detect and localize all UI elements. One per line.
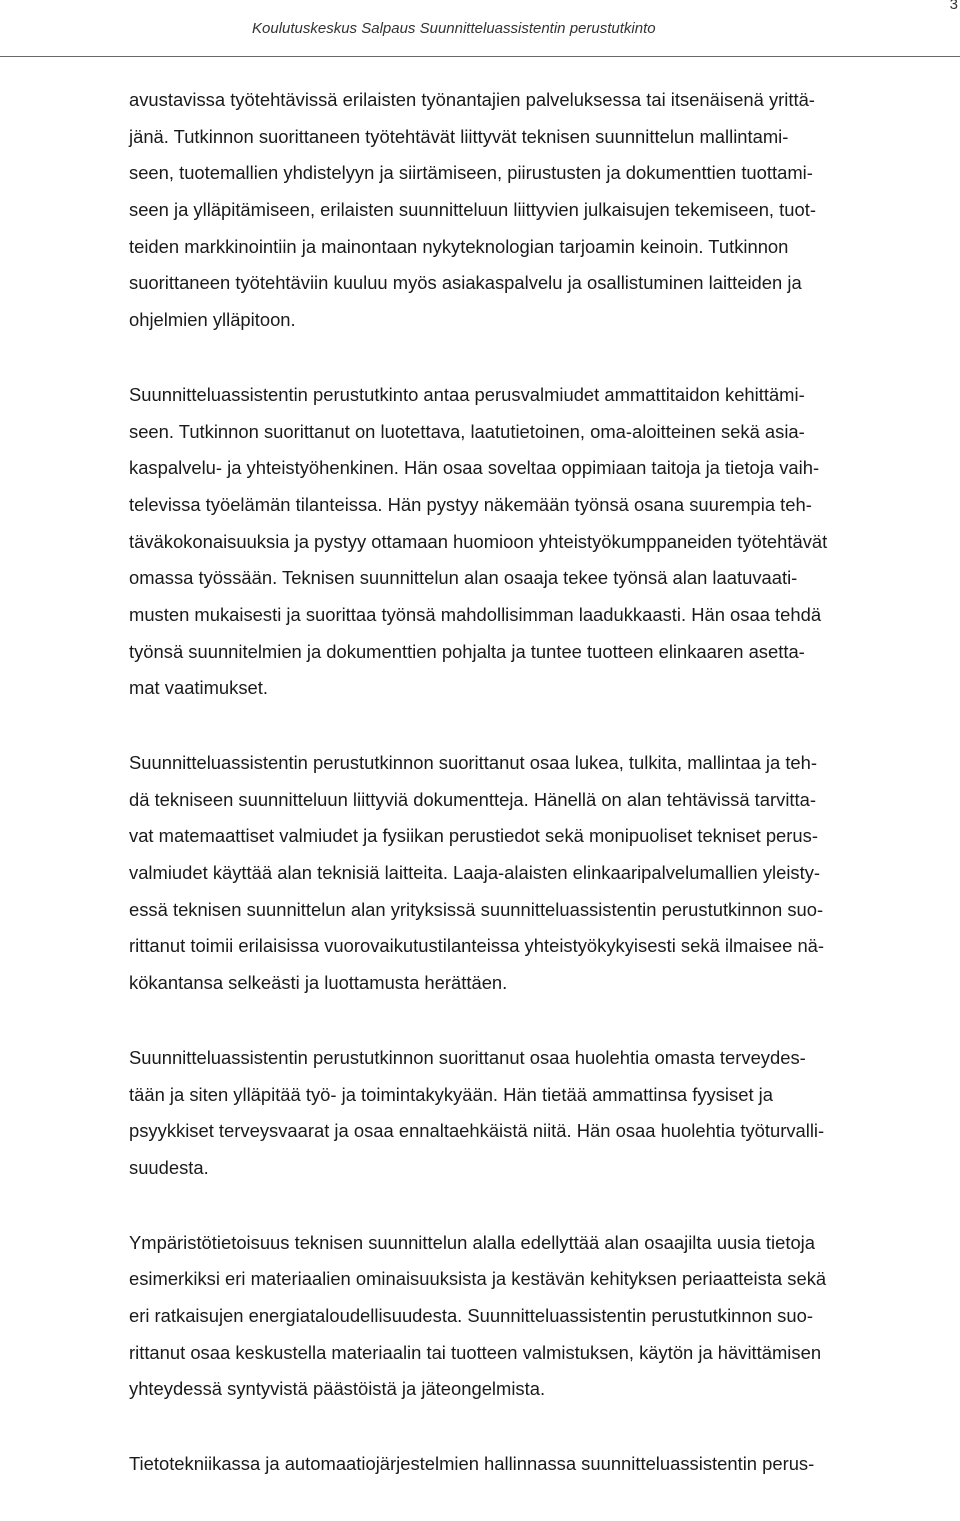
page-number: 3: [949, 0, 958, 13]
text-line: Suunnitteluassistentin perustutkinnon suorittanut osaa lukea, tulkita, mallintaa ja teh-: [129, 752, 818, 773]
text-line: kaspalvelu- ja yhteistyöhenkinen. Hän osaa soveltaa oppimiaan taitoja ja tietoja vaih-: [129, 457, 820, 479]
text-line: Suunnitteluassistentin perustutkinto antaa perusvalmiudet ammattitaidon kehittämi-: [129, 383, 805, 405]
text-line: seen ja ylläpitämiseen, erilaisten suunnitteluun liittyvien julkaisujen tekemiseen, tuot-: [129, 199, 816, 221]
running-header-title: Koulutuskeskus Salpaus Suunnitteluassistentin perustutkinto: [252, 20, 656, 37]
header-divider: [0, 56, 960, 57]
text-line: teiden markkinointiin ja mainontaan nykyteknologian tarjoamin keinoin. Tutkinnon: [129, 235, 789, 257]
text-line: jänä. Tutkinnon suorittaneen työtehtävät liittyvät teknisen suunnittelun mallintami-: [129, 125, 789, 147]
paragraph: [129, 1225, 959, 1408]
paragraph: [129, 377, 959, 707]
text-line: seen. Tutkinnon suorittanut on luotettava, laatutietoinen, oma-aloitteinen sekä asia-: [129, 420, 805, 442]
text-line: vat matemaattiset valmiudet ja fysiikan perustiedot sekä monipuoliset tekniset perus-: [129, 825, 818, 847]
text-line: valmiudet käyttää alan teknisiä laitteita. Laaja-alaisten elinkaaripalvelumallien yleisty-: [129, 862, 821, 884]
text-line: yhteydessä syntyvistä päästöistä ja jäteongelmista.: [129, 1378, 546, 1400]
text-line: eri ratkaisujen energiataloudellisuudesta. Suunnitteluassistentin perustutkinnon suo-: [129, 1304, 813, 1326]
text-line: rittanut osaa keskustella materiaalin tai tuotteen valmistuksen, käytön ja hävittämisen: [129, 1341, 822, 1363]
text-line: mat vaatimukset.: [129, 677, 268, 699]
text-line: musten mukaisesti ja suorittaa työnsä mahdollisimman laadukkaasti. Hän osaa tehdä: [129, 603, 822, 625]
text-line: televissa työelämän tilanteissa. Hän pystyy näkemään työnsä osana suurempia teh-: [129, 493, 812, 515]
paragraph: [129, 1446, 959, 1483]
page-header: [0, 0, 960, 56]
text-line: avustavissa työtehtävissä erilaisten työnantajien palveluksessa tai itsenäisenä yrittä-: [129, 89, 815, 110]
text-line: essä teknisen suunnittelun alan yrityksissä suunnitteluassistentin perustutkinnon suo-: [129, 898, 824, 920]
text-line: Tietotekniikassa ja automaatiojärjestelmien hallinnassa suunnitteluassistentin perus-: [129, 1453, 815, 1474]
text-line: kökantansa selkeästi ja luottamusta herättäen.: [129, 972, 508, 994]
text-line: työnsä suunnitelmien ja dokumenttien pohjalta ja tuntee tuotteen elinkaaren asetta-: [129, 640, 805, 662]
text-line: suudesta.: [129, 1156, 209, 1178]
paragraph: [129, 82, 959, 339]
text-line: dä tekniseen suunnitteluun liittyviä dokumentteja. Hänellä on alan tehtävissä tarvitta-: [129, 788, 816, 810]
text-line: rittanut toimii erilaisissa vuorovaikutustilanteissa yhteistyökykyisesti sekä ilmaisee nä-: [129, 935, 825, 957]
text-line: omassa työssään. Teknisen suunnittelun alan osaaja tekee työnsä alan laatuvaati-: [129, 567, 798, 589]
document-body: [129, 82, 959, 1521]
text-line: seen, tuotemallien yhdistelyyn ja siirtämiseen, piirustusten ja dokumenttien tuottami-: [129, 162, 813, 184]
text-line: tään ja siten ylläpitää työ- ja toimintakykyään. Hän tietää ammattinsa fyysiset ja: [129, 1083, 773, 1105]
paragraph: [129, 745, 959, 1002]
text-line: esimerkiksi eri materiaalien ominaisuuksista ja kestävän kehityksen periaatteista sekä: [129, 1268, 827, 1290]
text-line: psyykkiset terveysvaarat ja osaa ennaltaehkäistä niitä. Hän osaa huolehtia työturvalli-: [129, 1120, 825, 1142]
text-line: täväkokonaisuuksia ja pystyy ottamaan huomioon yhteistyökumppaneiden työtehtävät: [129, 530, 828, 552]
text-line: Ympäristötietoisuus teknisen suunnittelun alalla edellyttää alan osaajilta uusia tietoja: [129, 1231, 815, 1253]
text-line: Suunnitteluassistentin perustutkinnon suorittanut osaa huolehtia omasta terveydes-: [129, 1046, 806, 1068]
paragraph: [129, 1040, 959, 1187]
text-line: ohjelmien ylläpitoon.: [129, 309, 296, 331]
text-line: suorittaneen työtehtäviin kuuluu myös asiakaspalvelu ja osallistuminen laitteiden ja: [129, 272, 802, 294]
